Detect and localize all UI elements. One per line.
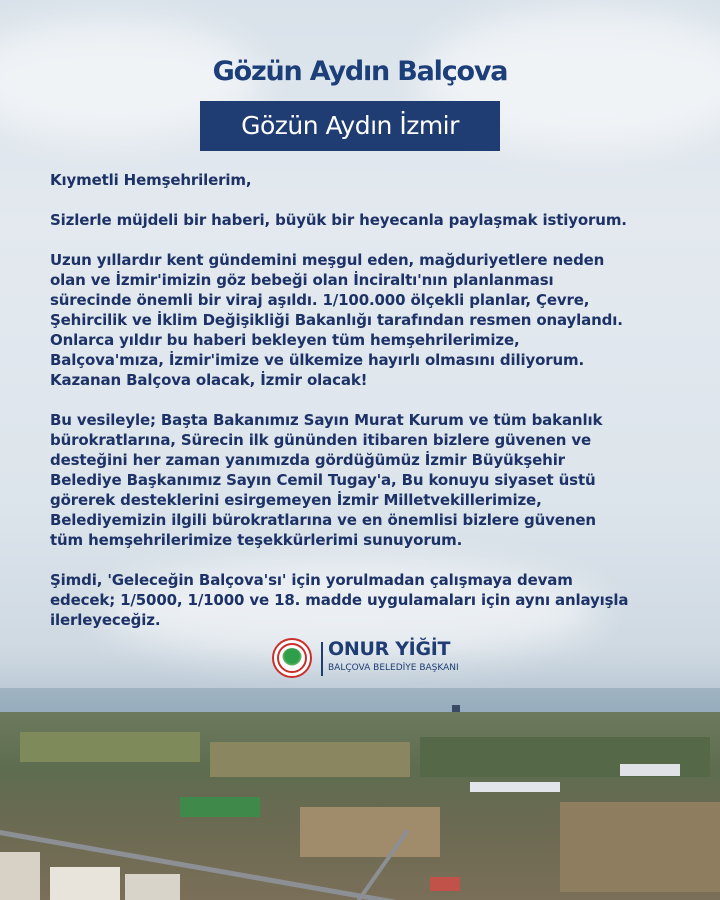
greenhouse <box>470 782 560 792</box>
letter-greeting: Kıymetli Hemşehrilerim, <box>50 171 252 189</box>
text-line: desteğini her zaman yanımızda gördüğümüz İzmir Büyükşehir <box>50 451 565 469</box>
letter-paragraph-1 <box>50 250 690 390</box>
text-line: Belediyemizin ilgili bürokratlarına ve en önemlisi bizlere güvenen <box>50 511 596 529</box>
text-line: Şimdi, 'Geleceğin Balçova'sı' için yorulmadan çalışmaya devam <box>50 571 573 589</box>
building <box>0 852 40 900</box>
greenhouse <box>620 764 680 776</box>
seal-emblem <box>282 648 302 668</box>
text-line: Onlarca yıldır bu haberi bekleyen tüm hemşehrilerimize, <box>50 331 520 349</box>
text-line: Balçova'mıza, İzmir'imize ve ülkemize hayırlı olmasını diliyorum. <box>50 351 585 369</box>
text-line: tüm hemşehrilerimize teşekkürlerimi sunuyorum. <box>50 531 463 549</box>
text-line: Bu vesileyle; Başta Bakanımız Sayın Murat Kurum ve tüm bakanlık <box>50 411 603 429</box>
field <box>210 742 410 777</box>
building <box>50 867 120 900</box>
headline-subtitle: Gözün Aydın İzmir <box>241 111 459 140</box>
text-line: sürecinde önemli bir viraj aşıldı. 1/100.000 ölçekli planlar, Çevre, <box>50 291 590 309</box>
subtitle-banner <box>200 101 500 151</box>
field <box>180 797 260 817</box>
text-line: ilerleyeceğiz. <box>50 611 161 629</box>
aerial-landscape <box>0 712 720 900</box>
letter-body <box>50 170 690 650</box>
mayor-name: ONUR YİĞİT <box>328 638 451 660</box>
letter-paragraph-2 <box>50 410 690 550</box>
text-line: bürokratlarına, Sürecin ilk gününden itibaren bizlere güvenen ve <box>50 431 592 449</box>
text-line: Belediye Başkanımız Sayın Cemil Tugay'a, Bu konuyu siyaset üstü <box>50 471 596 489</box>
letter-intro: Sizlerle müjdeli bir haberi, büyük bir heyecanla paylaşmak istiyorum. <box>50 211 627 229</box>
text-line: görerek desteklerini esirgemeyen İzmir Milletvekillerimize, <box>50 491 542 509</box>
building <box>125 874 180 900</box>
text-line: edecek; 1/5000, 1/1000 ve 18. madde uygulamaları için aynı anlayışla <box>50 591 629 609</box>
headline-title: Gözün Aydın Balçova <box>212 56 508 87</box>
municipality-seal-icon <box>272 638 312 678</box>
mayor-title: BALÇOVA BELEDİYE BAŞKANI <box>328 663 459 673</box>
signature-divider <box>321 642 323 676</box>
letter-paragraph-3 <box>50 570 690 630</box>
text-line: olan ve İzmir'imizin göz bebeği olan İnciraltı'nın planlanması <box>50 271 554 289</box>
text-line: Şehircilik ve İklim Değişikliği Bakanlığı tarafından resmen onaylandı. <box>50 311 623 329</box>
field <box>300 807 440 857</box>
field <box>20 732 200 762</box>
text-line: Uzun yıllardır kent gündemini meşgul eden, mağduriyetlere neden <box>50 251 605 269</box>
field <box>560 802 720 892</box>
building <box>430 877 460 891</box>
text-line: Kazanan Balçova olacak, İzmir olacak! <box>50 371 368 389</box>
